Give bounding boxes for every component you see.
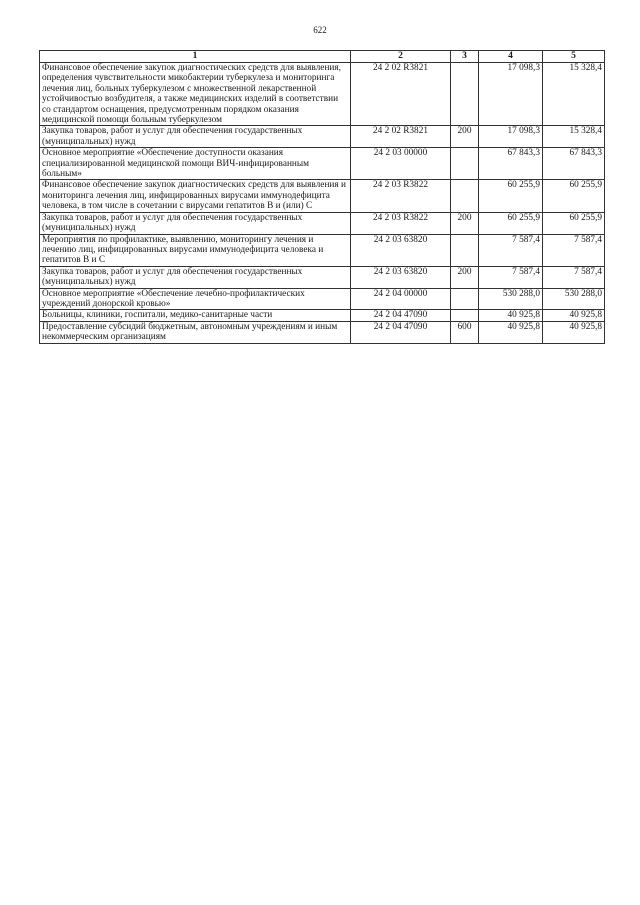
row-name: Закупка товаров, работ и услуг для обеспечения государственных (муниципальных) нужд [40,126,351,148]
row-sum2: 60 255,9 [543,180,605,212]
row-sum1: 7 587,4 [479,234,543,266]
row-code: 24 2 03 63820 [351,266,451,288]
header-col-4: 4 [479,51,543,63]
row-sum2: 60 255,9 [543,212,605,234]
row-sum2: 40 925,8 [543,310,605,321]
row-sum2: 15 328,4 [543,126,605,148]
row-type [451,234,479,266]
row-type [451,148,479,180]
budget-table [39,50,605,344]
row-type [451,180,479,212]
row-name: Закупка товаров, работ и услуг для обеспечения государственных (муниципальных) нужд [40,266,351,288]
row-sum1: 17 098,3 [479,63,543,126]
row-sum1: 40 925,8 [479,310,543,321]
row-sum1: 60 255,9 [479,212,543,234]
table-row [40,266,605,288]
row-sum2: 15 328,4 [543,63,605,126]
table-row [40,180,605,212]
row-code: 24 2 03 R3822 [351,180,451,212]
row-sum2: 7 587,4 [543,266,605,288]
table-row [40,148,605,180]
row-sum2: 530 288,0 [543,288,605,310]
row-name: Основное мероприятие «Обеспечение доступности оказания специализированной медицинской помощи ВИЧ-инфицированным больным» [40,148,351,180]
row-type [451,310,479,321]
row-code: 24 2 03 63820 [351,234,451,266]
row-code: 24 2 03 00000 [351,148,451,180]
row-code: 24 2 03 R3822 [351,212,451,234]
header-col-5: 5 [543,51,605,63]
row-name: Финансовое обеспечение закупок диагностических средств для выявления и мониторинга лечения лиц, инфицированных вирусами иммунодефицита человека, в том числе в сочетании с вирусами гепатитов В и (или) С [40,180,351,212]
row-sum1: 7 587,4 [479,266,543,288]
row-name: Мероприятия по профилактике, выявлению, мониторингу лечения и лечению лиц, инфицированных вирусами иммунодефицита человека и гепатитов В и С [40,234,351,266]
row-name: Предоставление субсидий бюджетным, автономным учреждениям и иным некоммерческим организациям [40,321,351,343]
row-name: Закупка товаров, работ и услуг для обеспечения государственных (муниципальных) нужд [40,212,351,234]
row-name: Основное мероприятие «Обеспечение лечебно-профилактических учреждений донорской кровью» [40,288,351,310]
table-row [40,321,605,343]
row-code: 24 2 04 47090 [351,321,451,343]
row-sum2: 40 925,8 [543,321,605,343]
row-sum1: 40 925,8 [479,321,543,343]
header-col-3: 3 [451,51,479,63]
page-number: 622 [313,25,327,35]
row-sum1: 67 843,3 [479,148,543,180]
header-col-1: 1 [40,51,351,63]
table-row [40,63,605,126]
row-type: 600 [451,321,479,343]
header-col-2: 2 [351,51,451,63]
row-code: 24 2 02 R3821 [351,63,451,126]
table-row [40,288,605,310]
table-row [40,234,605,266]
header-row [40,51,605,63]
row-type [451,63,479,126]
table-row [40,310,605,321]
row-type [451,288,479,310]
table-body [40,63,605,344]
row-type: 200 [451,126,479,148]
row-type: 200 [451,266,479,288]
table-row [40,126,605,148]
row-code: 24 2 04 00000 [351,288,451,310]
row-sum2: 67 843,3 [543,148,605,180]
row-sum1: 60 255,9 [479,180,543,212]
row-sum1: 530 288,0 [479,288,543,310]
row-sum1: 17 098,3 [479,126,543,148]
row-name: Больницы, клиники, госпитали, медико-санитарные части [40,310,351,321]
row-code: 24 2 04 47090 [351,310,451,321]
row-sum2: 7 587,4 [543,234,605,266]
table-row [40,212,605,234]
row-name: Финансовое обеспечение закупок диагностических средств для выявления, определения чувствительности микобактерии туберкулеза и мониторинга лечения лиц, больных туберкулезом с множественной лекарственной устойчивостью возбудителя, а также медицинских изделий в соответствии со стандартом оснащения, предусмотренным порядком оказания медицинской помощи больным туберкулезом [40,63,351,126]
row-code: 24 2 02 R3821 [351,126,451,148]
row-type: 200 [451,212,479,234]
